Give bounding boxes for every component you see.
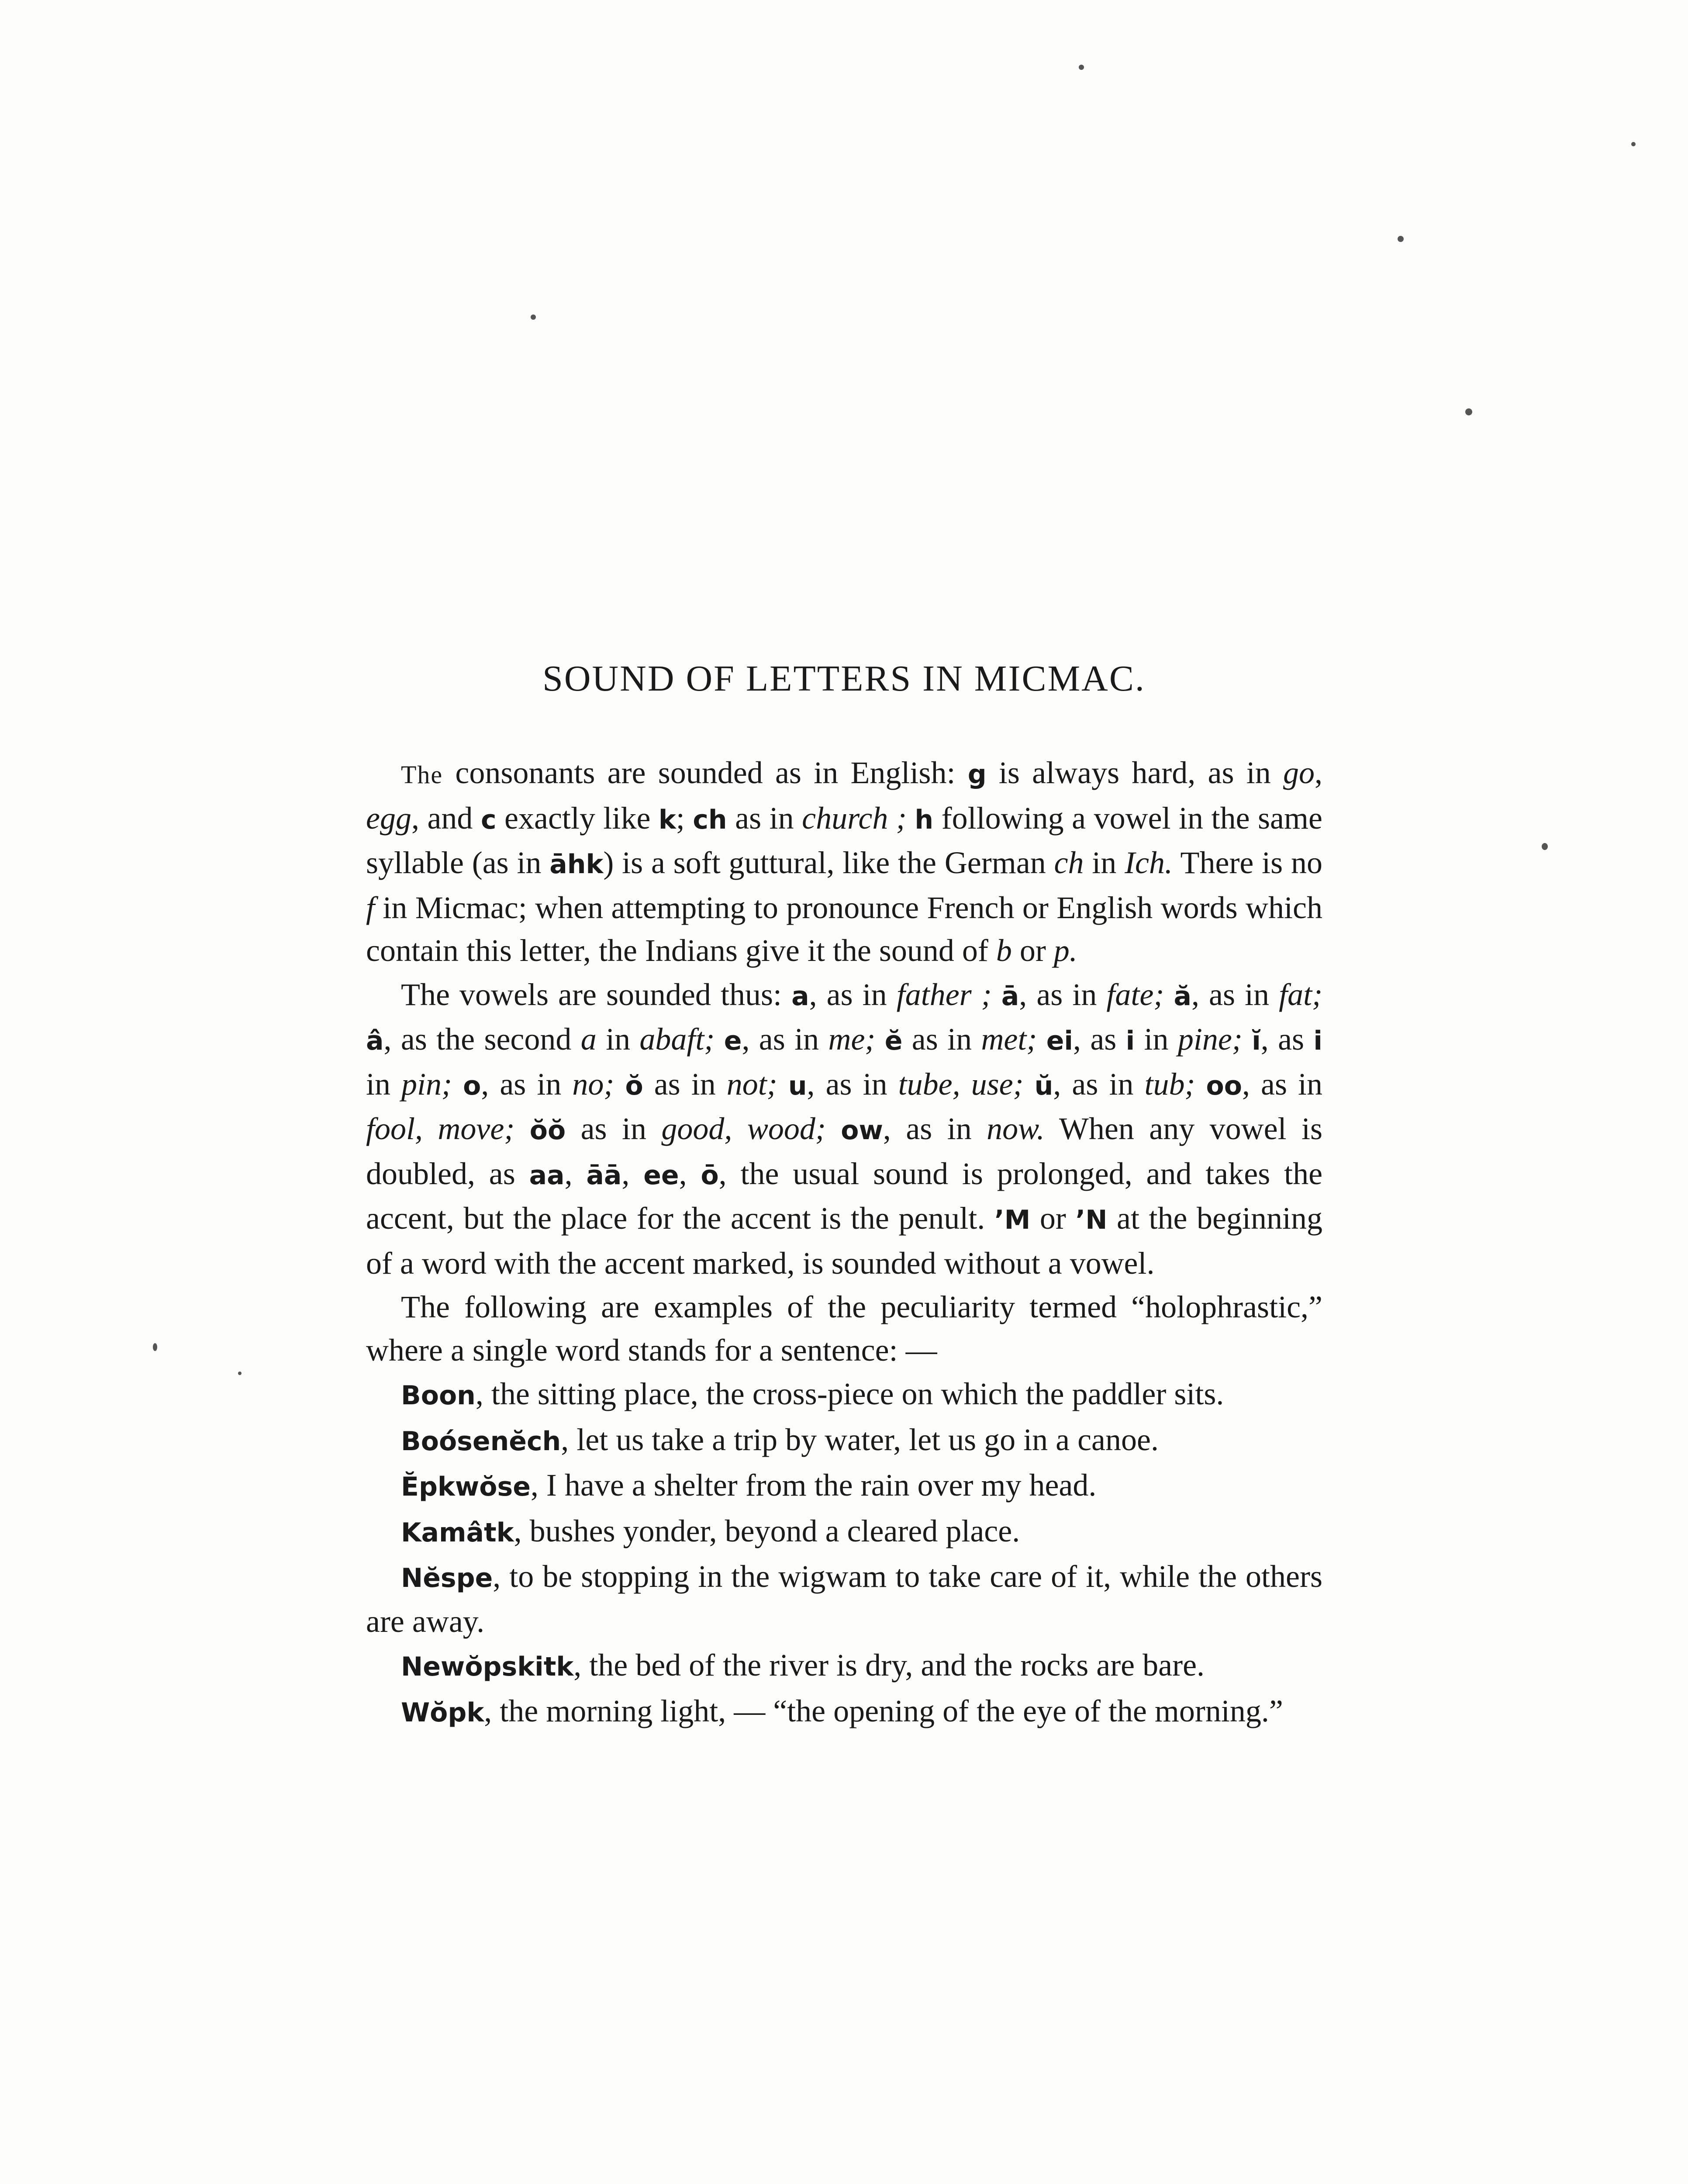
text xyxy=(1243,1022,1252,1057)
scan-speck xyxy=(1542,843,1548,850)
text: in xyxy=(366,1066,402,1102)
scan-speck xyxy=(153,1343,157,1351)
vowel: â xyxy=(366,1026,384,1056)
letter-ch: ch xyxy=(693,804,727,835)
text: in xyxy=(596,1022,640,1057)
text: ; xyxy=(676,800,693,836)
text: , xyxy=(679,1156,701,1191)
entry-item xyxy=(366,1690,1322,1735)
scan-speck xyxy=(531,314,536,320)
vowels-paragraph xyxy=(366,973,1322,1285)
entry-item xyxy=(366,1555,1322,1643)
entry-gloss: , let us take a trip by water, let us go in a canoe. xyxy=(561,1422,1159,1457)
text xyxy=(1037,1022,1046,1057)
vowel: ow xyxy=(841,1115,883,1146)
entry-gloss: , the sitting place, the cross-piece on which the paddler sits. xyxy=(475,1376,1224,1411)
example-egg: egg xyxy=(366,800,411,836)
text: , as xyxy=(1260,1022,1314,1057)
scan-speck xyxy=(238,1372,242,1375)
example: tub; xyxy=(1144,1066,1195,1102)
example: fat; xyxy=(1279,977,1323,1012)
text: as in xyxy=(566,1111,662,1146)
text xyxy=(1164,977,1174,1012)
example: fate; xyxy=(1106,977,1164,1012)
letter-h: h xyxy=(915,804,934,835)
example: father ; xyxy=(896,977,992,1012)
text: , as in xyxy=(1242,1066,1323,1102)
text: , as in xyxy=(742,1022,828,1057)
text: at the beginning of a word with the accent marked, is sounded without a vowel. xyxy=(366,1201,1322,1281)
text xyxy=(992,977,1001,1012)
text: , xyxy=(621,1156,644,1191)
vowel: ă xyxy=(1174,981,1191,1012)
text: , as in xyxy=(807,1066,898,1102)
text xyxy=(907,801,915,836)
text: exactly like xyxy=(496,800,659,836)
example-ch: ch xyxy=(1054,845,1084,880)
entry-word: Kamâtk xyxy=(401,1517,514,1548)
text: or xyxy=(1030,1201,1076,1236)
text xyxy=(1195,1067,1206,1102)
vowel: ā xyxy=(1001,981,1019,1012)
example: abaft; xyxy=(639,1022,715,1057)
text: The vowels are sounded thus: xyxy=(401,977,792,1012)
text: , as in xyxy=(1053,1066,1145,1102)
letter-c: c xyxy=(480,804,497,835)
example: tube, use; xyxy=(898,1066,1024,1102)
text: , the usual sound is prolonged, and takes the accent, but the place for the accent is the penult. xyxy=(366,1156,1323,1236)
text: , as in xyxy=(1019,977,1107,1012)
entry-gloss: , the bed of the river is dry, and the rocks are bare. xyxy=(573,1648,1205,1683)
scan-speck xyxy=(1079,65,1084,70)
text xyxy=(715,1022,724,1057)
text: following a vowel in the same syllable (as in xyxy=(366,800,1322,880)
letter-n: ’N xyxy=(1075,1205,1108,1235)
text: , as in xyxy=(1191,977,1279,1012)
example: pine; xyxy=(1177,1022,1243,1057)
letter-k: k xyxy=(658,804,676,835)
entry-gloss: , the morning light, — “the opening of the eye of the morning.” xyxy=(484,1693,1283,1728)
example: me; xyxy=(828,1022,876,1057)
example: fool, move; xyxy=(366,1111,515,1146)
text: , as the second xyxy=(383,1022,581,1057)
body-text xyxy=(366,751,1322,1735)
scan-speck xyxy=(1631,142,1636,146)
example-ahk: āhk xyxy=(549,849,604,880)
vowel: ĭ xyxy=(1252,1026,1261,1056)
page-title: SOUND OF LETTERS IN MICMAC. xyxy=(542,658,1146,699)
scan-speck xyxy=(1465,408,1472,415)
text: as in xyxy=(727,800,802,836)
vowel: ŏ xyxy=(625,1070,643,1101)
text xyxy=(826,1111,841,1146)
letter-p: p. xyxy=(1053,933,1077,968)
example: not; xyxy=(726,1066,777,1102)
example-ich: Ich. xyxy=(1125,845,1173,880)
text: or xyxy=(1011,933,1054,968)
vowel: a xyxy=(791,981,809,1012)
text: ) is a soft guttural, like the German xyxy=(603,845,1054,880)
entry-item xyxy=(366,1464,1322,1509)
text: , as in xyxy=(809,977,897,1012)
example: met; xyxy=(981,1022,1037,1057)
vowel: ō xyxy=(701,1160,719,1191)
text: as in xyxy=(643,1066,727,1102)
vowel: āā xyxy=(586,1160,622,1191)
vowel: ee xyxy=(643,1160,679,1191)
entry-item xyxy=(366,1418,1322,1463)
text: in xyxy=(1135,1022,1178,1057)
entry-item xyxy=(366,1510,1322,1555)
vowel: o xyxy=(463,1070,481,1101)
vowel: aa xyxy=(529,1160,565,1191)
text xyxy=(614,1067,625,1102)
text: , as xyxy=(1073,1022,1126,1057)
text: , as in xyxy=(883,1111,987,1146)
vowel: ei xyxy=(1046,1026,1073,1056)
vowel: ŏŏ xyxy=(529,1115,566,1146)
text xyxy=(452,1067,463,1102)
text: in xyxy=(1084,845,1125,880)
text: as in xyxy=(902,1022,981,1057)
letter-m: ’M xyxy=(994,1205,1031,1235)
entry-gloss: , I have a shelter from the rain over my head. xyxy=(530,1468,1097,1503)
text: , xyxy=(564,1156,587,1191)
text xyxy=(875,1022,884,1057)
entry-word: Newŏpskitk xyxy=(401,1652,574,1682)
holophrastic-intro: The following are examples of the peculiarity termed “holophrastic,” where a single word stands for a sentence: — xyxy=(366,1289,1322,1368)
lead-word: The xyxy=(401,760,443,789)
entry-gloss: , bushes yonder, beyond a cleared place. xyxy=(514,1513,1020,1548)
example: now. xyxy=(987,1111,1045,1146)
entry-word: Nĕspe xyxy=(401,1563,493,1593)
text: consonants are sounded as in English: xyxy=(443,755,968,790)
entry-word: Wŏpk xyxy=(401,1697,484,1728)
entry-gloss: , to be stopping in the wigwam to take care of it, while the others are away. xyxy=(366,1559,1322,1639)
text: , and xyxy=(411,800,481,836)
consonants-paragraph xyxy=(366,751,1322,972)
text xyxy=(1024,1067,1035,1102)
letter-f: f xyxy=(366,890,375,925)
vowel: ĕ xyxy=(884,1026,903,1056)
example-go: go xyxy=(1283,755,1315,790)
letter-b: b xyxy=(996,933,1012,968)
example: good, wood; xyxy=(661,1111,826,1146)
example: a xyxy=(580,1022,597,1057)
text xyxy=(777,1067,788,1102)
vowel: e xyxy=(724,1026,742,1056)
example: pin; xyxy=(401,1066,452,1102)
vowel: i xyxy=(1125,1026,1135,1056)
text: , xyxy=(1315,755,1322,790)
example: no; xyxy=(572,1066,614,1102)
text: is always hard, as in xyxy=(986,755,1283,790)
entry-item xyxy=(366,1372,1322,1417)
letter-g: g xyxy=(967,759,987,790)
text: When any vowel is doubled, as xyxy=(366,1111,1323,1191)
vowel: u xyxy=(788,1070,807,1101)
entry-word: Ĕpkwŏse xyxy=(401,1472,531,1502)
scan-speck xyxy=(1398,236,1404,242)
vowel: oo xyxy=(1206,1070,1242,1101)
vowel: i xyxy=(1313,1026,1322,1056)
entry-word: Boon xyxy=(401,1380,476,1411)
text xyxy=(514,1111,529,1146)
text: in Micmac; when attempting to pronounce French or English words which contain this letter, the Indians give it the sound of xyxy=(366,890,1322,968)
vowel: ŭ xyxy=(1034,1070,1053,1101)
entry-item xyxy=(366,1644,1322,1689)
example-church: church ; xyxy=(802,800,907,836)
text: There is no xyxy=(1173,845,1322,880)
text: , as in xyxy=(481,1066,573,1102)
entry-word: Boósenĕch xyxy=(401,1426,561,1457)
